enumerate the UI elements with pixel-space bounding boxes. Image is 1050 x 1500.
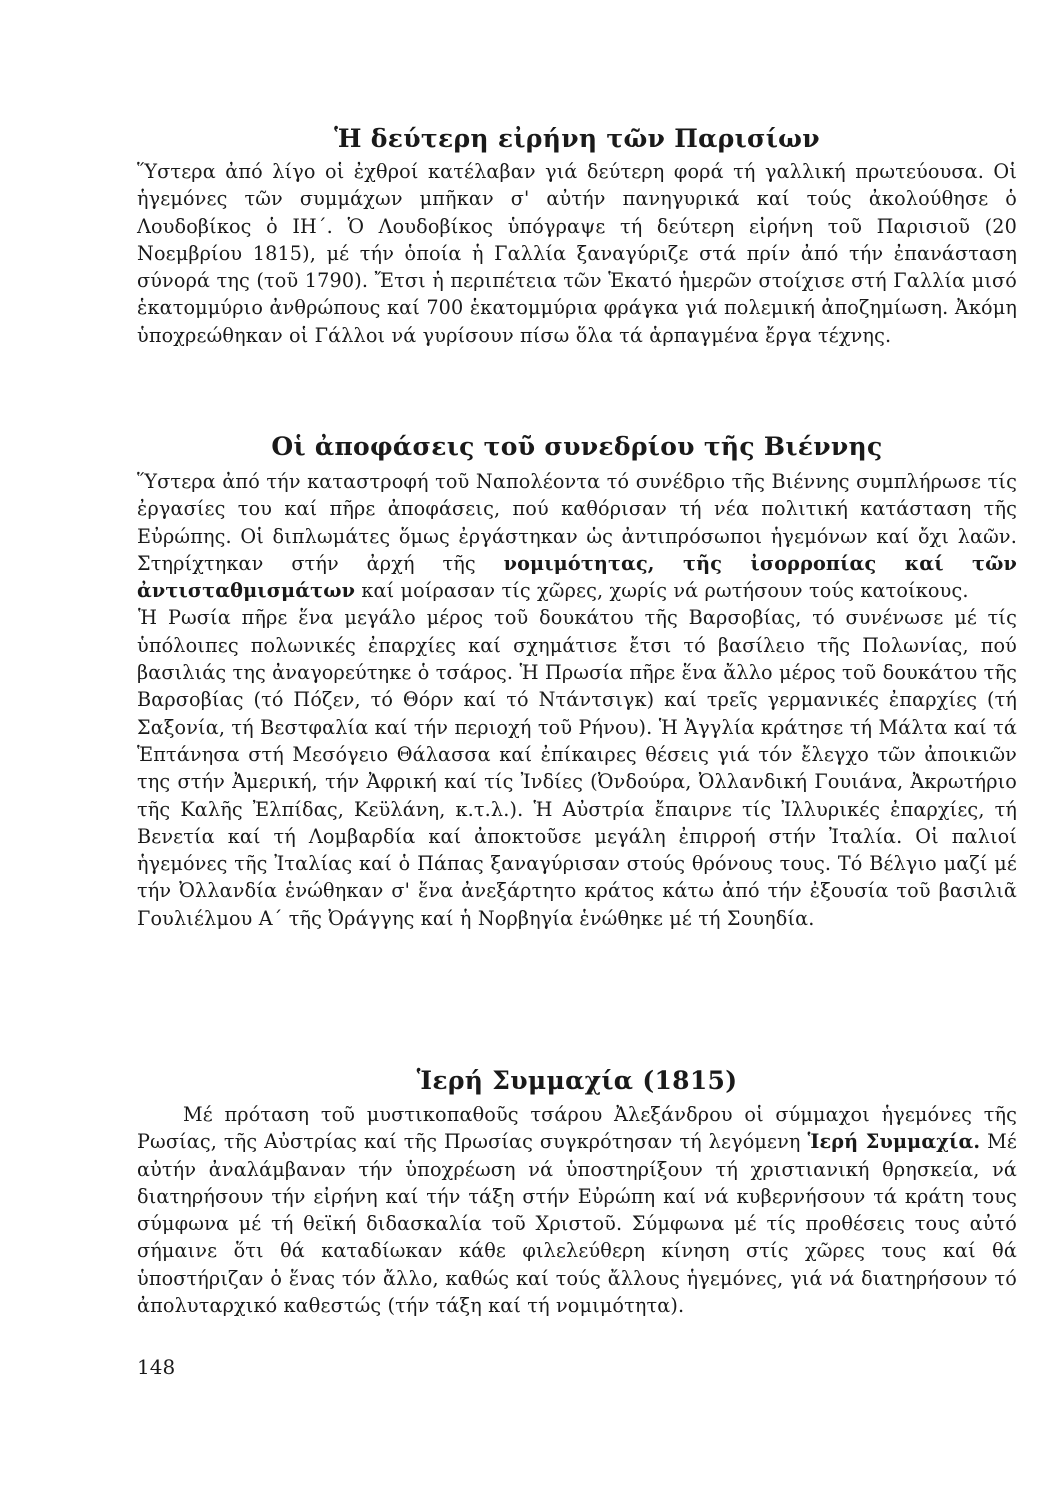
paragraph: Ὕστερα ἀπό λίγο οἱ ἐχθροί κατέλαβαν γιά δεύτερη φορά τή γαλλική πρωτεύουσα. Οἱ ἡγεμόνες τῶν συμμάχων μπῆκαν σ' αὐτήν πανηγυρικά καί τούς ἀκολούθησε ὁ Λουδοβίκος ὁ ΙΗ΄. Ὁ Λουδοβίκος ὑπόγραψε τή δεύτερη εἰρήνη τοῦ Παρισιοῦ (20 Νοεμβρίου 1815), μέ τήν ὁποία ἡ Γαλλία ξαναγύριζε στά πρίν ἀπό τήν ἐπανάσταση σύνορά της (τοῦ 1790). Ἔτσι ἡ περιπέτεια τῶν Ἑκατό ἡμερῶν στοίχισε στή Γαλλία μισό ἑκατομμύριο ἀνθρώπους καί 700 ἑκατομμύρια φράγκα γιά πολεμική ἀποζημίωση. Ἀκόμη ὑποχρεώθηκαν οἱ Γάλλοι νά γυρίσουν πίσω ὅλα τά ἁρπαγμένα ἔργα τέχνης.: [137, 160, 1017, 347]
section-heading: Ἱερή Συμμαχία (1815): [416, 1066, 738, 1095]
text-run: Ὕστερα ἀπό τήν καταστροφή τοῦ Ναπολέοντα τό συνέδριο τῆς Βιέννης συμπλήρωσε τίς ἐργασίες του καί πῆρε ἀποφάσεις, πού καθόρισαν τή νέα πολιτική κατάσταση τῆς Εὐρώπης. Οἱ διπλωμάτες ὅμως ἐργάστηκαν ὡς ἀντιπρόσωποι ἡγεμόνων καί ὄχι λαῶν. Στηρίχτηκαν στήν ἀρχή τῆς: [137, 470, 1017, 575]
section-second-peace-of-paris: [137, 124, 1017, 349]
bold-term: νομιμότητας, τῆς ἰσορροπίας καί τῶν ἀντισταθμισμάτων: [137, 551, 1017, 603]
paragraph: [137, 1101, 1017, 1319]
bold-term: Ἱερή Συμμαχία.: [807, 1130, 981, 1154]
paragraph: Ἡ Ρωσία πῆρε ἕνα μεγάλο μέρος τοῦ δουκάτου τῆς Βαρσοβίας, τό συνένωσε μέ τίς ὑπόλοιπες πολωνικές ἐπαρχίες καί σχημάτισε ἔτσι τό βασίλειο τῆς Πολωνίας, πού βασιλιάς της ἀναγορεύτηκε ὁ τσάρος. Ἡ Πρωσία πῆρε ἕνα ἄλλο μέρος τοῦ δουκάτου τῆς Βαρσοβίας (τό Πόζεν, τό Θόρν καί τό Ντάντσιγκ) καί τρεῖς γερμανικές ἐπαρχίες (τή Σαξονία, τή Βεστφαλία καί τήν περιοχή τοῦ Ρήνου). Ἡ Ἀγγλία κράτησε τή Μάλτα καί τά Ἑπτάνησα στή Μεσόγειο Θάλασσα καί ἐπίκαιρες θέσεις γιά τόν ἔλεγχο τῶν ἀποικιῶν της στήν Ἀμερική, τήν Ἀφρική καί τίς Ἰνδίες (Ὀνδούρα, Ὀλλανδική Γουιάνα, Ἀκρωτήριο τῆς Καλῆς Ἐλπίδας, Κεϋλάνη, κ.τ.λ.). Ἡ Αὐστρία ἔπαιρνε τίς Ἰλλυρικές ἐπαρχίες, τή Βενετία καί τή Λομβαρδία καί ἀποκτοῦσε μεγάλη ἐπιρροή στήν Ἰταλία. Οἱ παλιοί ἡγεμόνες τῆς Ἰταλίας καί ὁ Πάπας ξαναγύρισαν στούς θρόνους τους. Τό Βέλγιο μαζί μέ τήν Ὀλλανδία ἑνώθηκαν σ' ἕνα ἀνεξάρτητο κράτος κάτω ἀπό τήν ἐξουσία τοῦ βασιλιᾶ Γουλιέλμου Α΄ τῆς Ὀράγγης καί ἡ Νορβηγία ἑνώθηκε μέ τή Σουηδία.: [137, 606, 1017, 930]
text-run: Μέ πρόταση τοῦ μυστικοπαθοῦς τσάρου Ἀλεξάνδρου οἱ σύμμαχοι ἡγεμόνες τῆς Ρωσίας, τῆς Αὐστρίας καί τῆς Πρωσίας συγκρότησαν τή λεγόμενη: [137, 1103, 1017, 1154]
section-heading: Οἱ ἀποφάσεις τοῦ συνεδρίου τῆς Βιέννης: [271, 432, 883, 461]
section-heading: Ἡ δεύτερη εἰρήνη τῶν Παρισίων: [334, 124, 820, 153]
text-run: Μέ αὐτήν ἀναλάμβαναν τήν ὑποχρέωση νά ὑποστηρίξουν τή χριστιανική θρησκεία, νά διατηρήσουν τήν εἰρήνη καί τήν τάξη στήν Εὐρώπη καί νά κυβερνήσουν τά κράτη τους σύμφωνα μέ τή θεϊκή διδασκαλία τοῦ Χριστοῦ. Σύμφωνα μέ τίς προθέσεις τους αὐτό σήμαινε ὅτι θά καταδίωκαν κάθε φιλελεύθερη κίνηση στίς χῶρες τους καί θά ὑποστήριζαν ὁ ἕνας τόν ἄλλο, καθώς καί τούς ἄλλους ἡγεμόνες, γιά νά διατηρήσουν τό ἀπολυταρχικό καθεστώς (τήν τάξη καί τή νομιμότητα).: [137, 1130, 1017, 1318]
text-run: καί μοίρασαν τίς χῶρες, χωρίς νά ρωτήσουν τούς κατοίκους.: [355, 579, 969, 603]
section-congress-of-vienna: [137, 432, 1017, 932]
paragraph: [137, 468, 1017, 604]
page-number: 148: [137, 1355, 176, 1379]
section-holy-alliance: [137, 1066, 1017, 1319]
